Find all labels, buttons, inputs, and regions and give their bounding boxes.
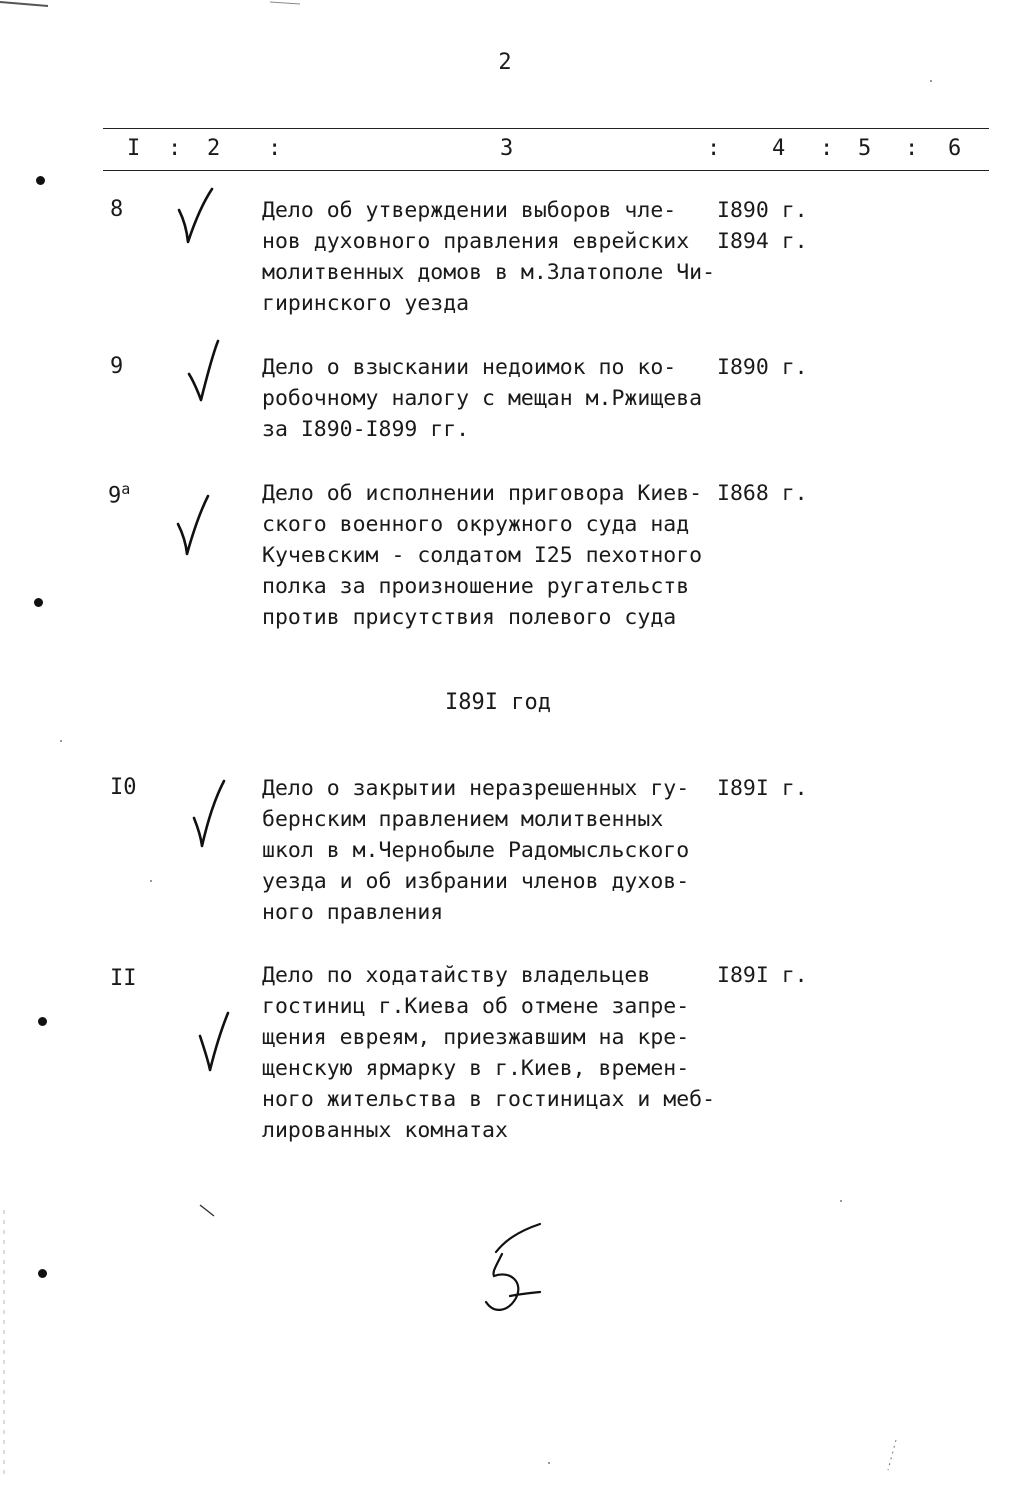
entry-number: 9 xyxy=(110,354,124,379)
entry-title: Дело о взыскании недоимок по ко- робочному налогу с мещан м.Ржищева за I890-I899 гг. xyxy=(262,355,703,442)
column-separator: : xyxy=(905,136,919,161)
scan-speck xyxy=(548,1462,550,1464)
column-header-3: 3 xyxy=(500,136,514,161)
entry-number: I0 xyxy=(110,775,137,800)
column-header-2: 2 xyxy=(207,136,221,161)
entry-title: Дело об утверждении выборов чле- нов духовного правления еврейских молитвенных домов в м.Златополе Чи- гиринского уезда xyxy=(262,198,716,316)
entry-date: I868 г. xyxy=(717,481,808,506)
entry-title: Дело по ходатайству владельцев гостиниц г.Киева об отмене запре- щения евреям, приезжавшим на кре- щенскую ярмарку в г.Киев, времен- ного жительства в гостиницах и меб- лированных комнатах xyxy=(262,963,716,1143)
column-header-1: I xyxy=(127,136,141,161)
entry-title: Дело о закрытии неразрешенных гу- бернским правлением молитвенных школ в м.Чернобыле Радомысльского уезда и об избрании членов духов- ного правления xyxy=(262,776,690,925)
entry-number: II xyxy=(110,966,137,991)
scan-speck xyxy=(840,1200,842,1202)
column-separator: : xyxy=(820,136,834,161)
scan-speck xyxy=(60,740,62,742)
column-header-5: 5 xyxy=(858,136,872,161)
column-separator: : xyxy=(707,136,721,161)
entry-number-suffix: a xyxy=(121,480,131,498)
column-header-4: 4 xyxy=(772,136,786,161)
column-separator: : xyxy=(268,136,282,161)
entry-number-main: 9 xyxy=(108,483,122,509)
entry-date: I89I г. xyxy=(717,963,808,988)
scan-speck xyxy=(150,880,152,882)
entry-date: I890 г. I894 г. xyxy=(717,198,808,254)
entry-date: I89I г. xyxy=(717,776,808,801)
entry-date: I890 г. xyxy=(717,355,808,380)
entry-title: Дело об исполнении приговора Киев- ского военного окружного суда над Кучевским - солдатом I25 пехотного полка за произношение ругательств против присутствия полевого суда xyxy=(262,481,703,630)
page-number: 2 xyxy=(498,50,512,75)
year-heading: I89I год xyxy=(445,690,551,715)
entry-number: 8 xyxy=(110,197,124,222)
column-header-6: 6 xyxy=(948,136,962,161)
scan-speck xyxy=(930,80,932,82)
column-separator: : xyxy=(168,136,182,161)
